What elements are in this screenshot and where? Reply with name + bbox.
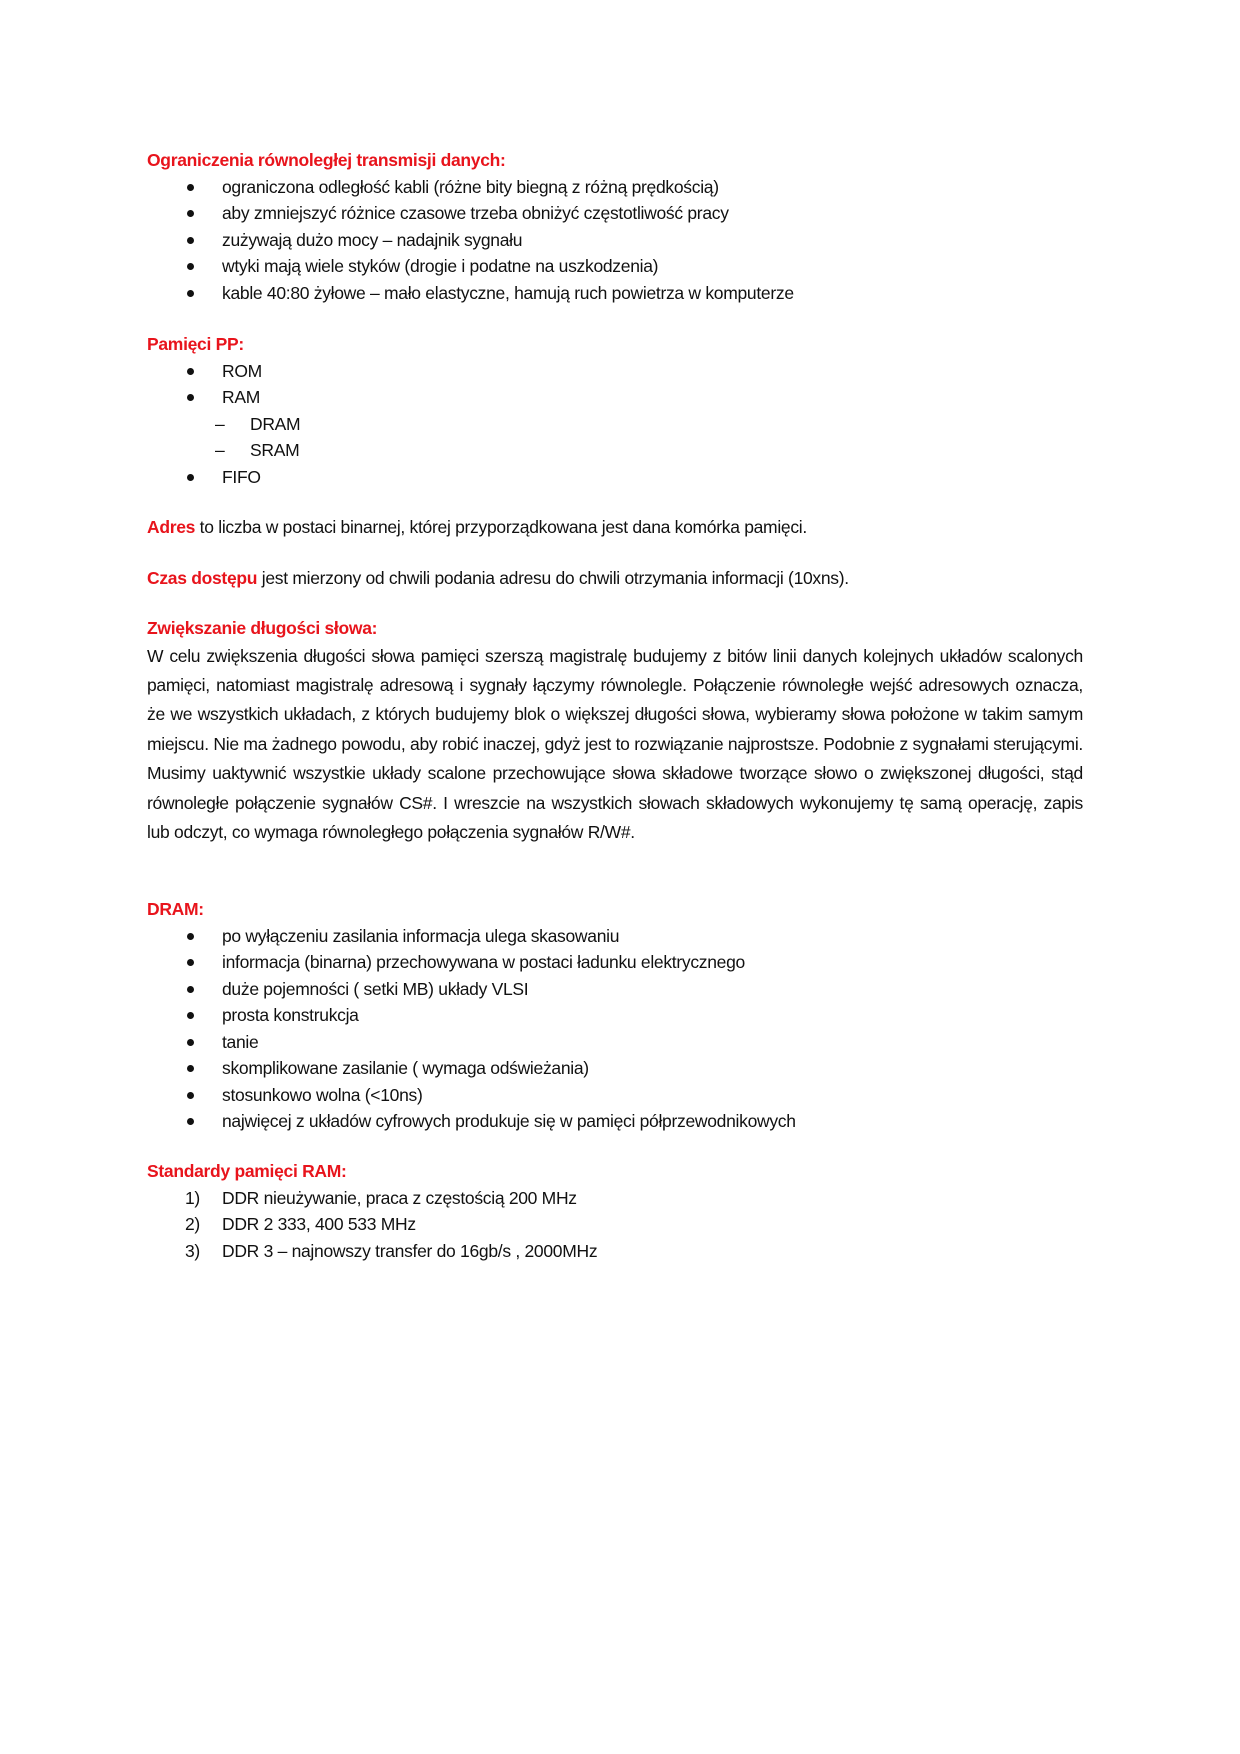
term: Adres bbox=[147, 517, 196, 537]
item-text: skomplikowane zasilanie ( wymaga odświeżania) bbox=[222, 1058, 589, 1078]
heading: DRAM: bbox=[147, 899, 204, 919]
item-number: 2) bbox=[185, 1214, 200, 1234]
list-item bbox=[147, 464, 1083, 491]
item-text: ROM bbox=[222, 360, 262, 381]
item-text: duże pojemności ( setki MB) układy VLSI bbox=[222, 978, 529, 999]
item-number: 3) bbox=[185, 1240, 200, 1261]
bullet-icon bbox=[187, 933, 194, 940]
bullet-icon bbox=[187, 1118, 194, 1125]
definition-text: jest mierzony od chwili podania adresu do chwili otrzymania informacji (10xns). bbox=[257, 568, 849, 588]
item-text: po wyłączeniu zasilania informacja ulega skasowaniu bbox=[222, 925, 620, 946]
list-item bbox=[147, 358, 1083, 385]
item-text: RAM bbox=[222, 387, 260, 407]
item-text: SRAM bbox=[250, 440, 300, 460]
item-text: DDR 3 – najnowszy transfer do 16gb/s , 2000MHz bbox=[222, 1240, 598, 1261]
list-item bbox=[147, 949, 1083, 976]
item-text: tanie bbox=[222, 1031, 259, 1052]
heading: Standardy pamięci RAM: bbox=[147, 1161, 347, 1181]
list-item bbox=[147, 384, 1083, 411]
list-item bbox=[147, 1238, 1083, 1265]
bullet-icon bbox=[187, 237, 194, 244]
item-text: FIFO bbox=[222, 466, 261, 487]
access-time-definition bbox=[147, 565, 1083, 592]
list-item bbox=[147, 174, 1083, 201]
numbered-list bbox=[147, 1185, 1083, 1265]
item-text: kable 40:80 żyłowe – mało elastyczne, hamują ruch powietrza w komputerze bbox=[222, 282, 794, 303]
heading: Ograniczenia równoległej transmisji danych: bbox=[147, 150, 506, 170]
item-text: informacja (binarna) przechowywana w postaci ładunku elektrycznego bbox=[222, 952, 745, 972]
item-text: aby zmniejszyć różnice czasowe trzeba obniżyć częstotliwość pracy bbox=[222, 203, 729, 223]
term: Czas dostępu bbox=[147, 568, 258, 588]
bullet-icon bbox=[187, 1065, 194, 1072]
bullet-list bbox=[147, 174, 1083, 307]
list-item bbox=[147, 1002, 1083, 1029]
list-item bbox=[147, 1185, 1083, 1212]
list-item bbox=[147, 280, 1083, 307]
list-item bbox=[147, 1108, 1083, 1135]
section-parallel-limits bbox=[147, 147, 1083, 306]
list-item bbox=[147, 1029, 1083, 1056]
section-dram bbox=[147, 896, 1083, 1135]
adres-definition bbox=[147, 514, 1083, 541]
section-word-length bbox=[147, 615, 1083, 847]
list-item bbox=[147, 1055, 1083, 1082]
bullet-icon bbox=[187, 394, 194, 401]
dash-icon: – bbox=[215, 413, 225, 434]
definition-text: to liczba w postaci binarnej, której przyporządkowana jest dana komórka pamięci. bbox=[195, 517, 807, 537]
list-item bbox=[147, 200, 1083, 227]
item-text: ograniczona odległość kabli (różne bity biegną z różną prędkością) bbox=[222, 176, 719, 197]
bullet-icon bbox=[187, 1039, 194, 1046]
item-text: prosta konstrukcja bbox=[222, 1005, 359, 1025]
bullet-icon bbox=[187, 368, 194, 375]
bullet-icon bbox=[187, 986, 194, 993]
bullet-icon bbox=[187, 1092, 194, 1099]
bullet-list bbox=[147, 923, 1083, 1135]
paragraph: W celu zwiększenia długości słowa pamięci szerszą magistralę budujemy z bitów linii danych kolejnych układów scalonych pamięci, natomiast magistralę adresową i sygnały łączymy równolegle. Połączenie równoległe wejść adresowych oznacza, że we wszystkich układach, z których budujemy blok o większej długości słowa, wybieramy słowa położone w takim samym miejscu. Nie ma żadnego powodu, aby robić inaczej, gdyż jest to rozwiązanie najprostsze. Podobnie z sygnałami sterującymi. Musimy uaktywnić wszystkie układy scalone przechowujące słowa składowe tworzące słowo o zwiększonej długości, stąd równoległe połączenie sygnałów CS#. I wreszcie na wszystkich słowach składowych wykonujemy tę samą operację, zapis lub odczyt, co wymaga równoległego połączenia sygnałów R/W#. bbox=[147, 645, 1083, 842]
item-text: zużywają dużo mocy – nadajnik sygnału bbox=[222, 229, 523, 250]
list-item bbox=[147, 1211, 1083, 1238]
sub-list-item bbox=[147, 437, 1083, 464]
bullet-icon bbox=[187, 184, 194, 191]
item-text: DRAM bbox=[250, 413, 301, 434]
item-text: stosunkowo wolna (<10ns) bbox=[222, 1084, 423, 1105]
item-text: DDR nieużywanie, praca z częstością 200 MHz bbox=[222, 1187, 577, 1208]
bullet-icon bbox=[187, 290, 194, 297]
item-text: DDR 2 333, 400 533 MHz bbox=[222, 1214, 416, 1234]
section-ram-standards bbox=[147, 1158, 1083, 1264]
list-item bbox=[147, 976, 1083, 1003]
item-number: 1) bbox=[185, 1187, 200, 1208]
bullet-icon bbox=[187, 474, 194, 481]
bullet-icon bbox=[187, 959, 194, 966]
dash-icon: – bbox=[215, 440, 225, 460]
heading: Zwiększanie długości słowa: bbox=[147, 618, 378, 638]
sub-list-item bbox=[147, 411, 1083, 438]
list-item bbox=[147, 1082, 1083, 1109]
bullet-icon bbox=[187, 263, 194, 270]
bullet-icon bbox=[187, 210, 194, 217]
bullet-icon bbox=[187, 1012, 194, 1019]
bullet-list bbox=[147, 358, 1083, 491]
item-text: wtyki mają wiele styków (drogie i podatne na uszkodzenia) bbox=[222, 256, 659, 276]
section-memory-types bbox=[147, 331, 1083, 490]
list-item bbox=[147, 923, 1083, 950]
list-item bbox=[147, 227, 1083, 254]
item-text: najwięcej z układów cyfrowych produkuje się w pamięci półprzewodnikowych bbox=[222, 1111, 796, 1131]
heading: Pamięci PP: bbox=[147, 334, 244, 354]
list-item bbox=[147, 253, 1083, 280]
